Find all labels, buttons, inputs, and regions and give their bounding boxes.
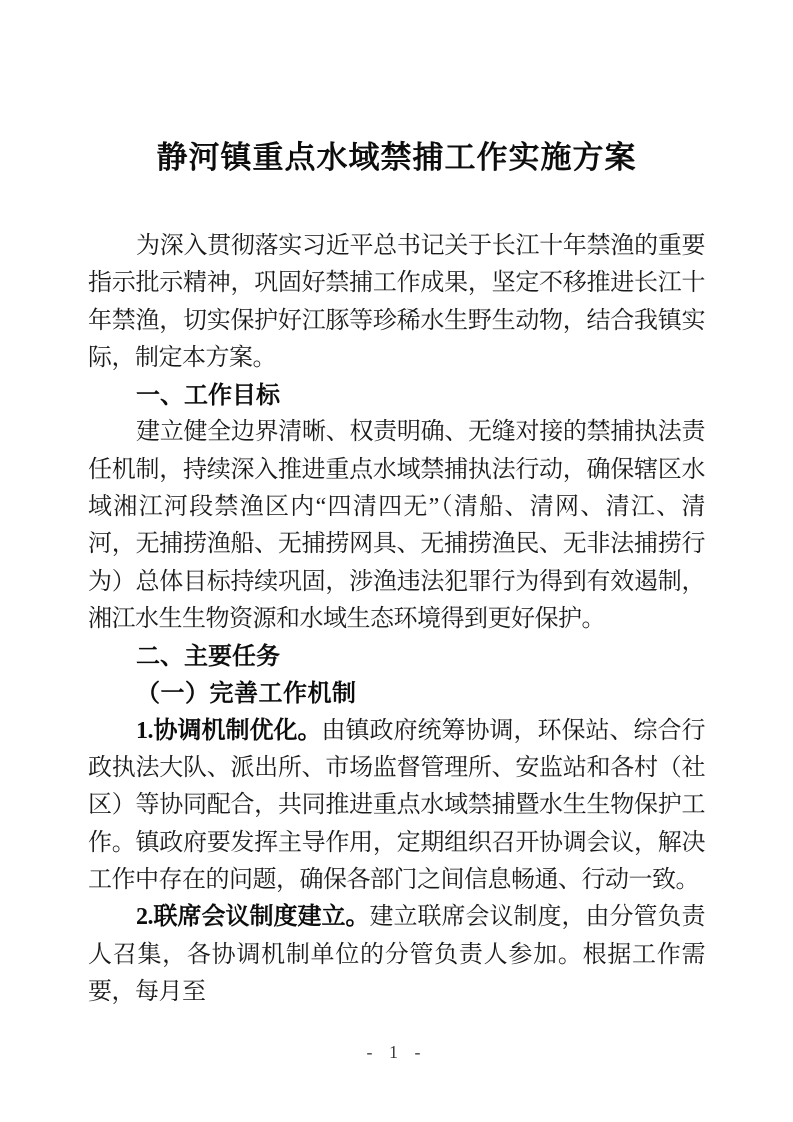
intro-paragraph: 为深入贯彻落实习近平总书记关于长江十年禁渔的重要指示批示精神，巩固好禁捕工作成果，坚定不移推进长江十年禁渔，切实保护好江豚等珍稀水生野生动物，结合我镇实际，制定本方案。 — [88, 233, 705, 371]
task-1-paragraph — [88, 713, 705, 899]
section-1-heading: 一、工作目标 — [136, 382, 280, 410]
task-2-lead: 2.联席会议制度建立。 — [136, 904, 370, 931]
task-2-text: 建立联席会议制度，由分管负责人召集，各协调机制单位的分管负责人参加。根据工作需要，每月至 — [88, 904, 705, 1005]
task-1-text: 由镇政府统筹协调，环保站、综合行政执法大队、派出所、市场监督管理所、安监站和各村（社区）等协同配合，共同推进重点水域禁捕暨水生生物保护工作。镇政府要发挥主导作用，定期组织召开协调会议，解决工作中存在的问题，确保各部门之间信息畅通、行动一致。 — [88, 717, 705, 894]
document-title: 静河镇重点水域禁捕工作实施方案 — [156, 140, 637, 175]
section-2-sub-1-heading: （一）完善工作机制 — [136, 680, 357, 707]
document-content — [88, 138, 705, 1011]
task-1-lead: 1.协调机制优化。 — [136, 717, 322, 744]
section-1-paragraph: 建立健全边界清晰、权责明确、无缝对接的禁捕执法责任机制，持续深入推进重点水域禁捕执法行动，确保辖区水域湘江河段禁渔区内“四清四无”（清船、清网、清江、清河，无捕捞渔船、无捕捞网具、无捕捞渔民、无非法捕捞行为）总体目标持续巩固，涉渔违法犯罪行为得到有效遏制，湘江水生生物资源和水域生态环境得到更好保护。 — [88, 419, 705, 632]
page-number: - 1 - — [366, 1042, 427, 1062]
task-2-paragraph — [88, 899, 705, 1011]
section-2-heading: 二、主要任务 — [136, 643, 280, 671]
